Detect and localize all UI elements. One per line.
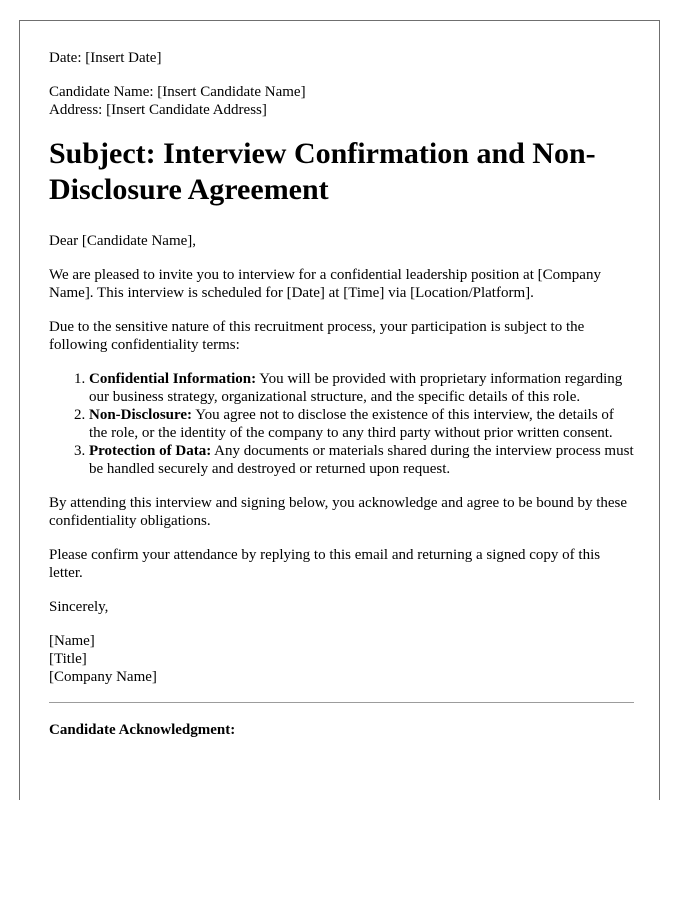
- acknowledge-paragraph: By attending this interview and signing below, you acknowledge and agree to be bound by these confidentiality obligations.: [49, 495, 628, 529]
- candidate-name-line: Candidate Name: [Insert Candidate Name]: [49, 84, 306, 100]
- term-title: Non-Disclosure:: [89, 407, 193, 423]
- term-item: [89, 370, 634, 406]
- signature-title: [Title]: [49, 651, 87, 667]
- term-text: You will be provided with proprietary information regarding our business strategy, organizational structure, and the specific details of this role.: [89, 371, 623, 405]
- candidate-address-line: Address: [Insert Candidate Address]: [49, 102, 267, 118]
- term-title: Confidential Information:: [89, 371, 257, 387]
- signature-company: [Company Name]: [49, 669, 157, 685]
- acknowledgment-heading: Candidate Acknowledgment:: [49, 722, 236, 738]
- signature-block: [49, 632, 634, 686]
- divider: [49, 702, 634, 703]
- term-text: You agree not to disclose the existence of this interview, the details of the role, or the identity of the company to any third party without prior written consent.: [89, 407, 614, 441]
- terms-list: [49, 370, 634, 478]
- subject-heading: Subject: Interview Confirmation and Non-Disclosure Agreement: [49, 137, 596, 206]
- terms-intro-paragraph: Due to the sensitive nature of this recruitment process, your participation is subject to the following confidentiality terms:: [49, 319, 585, 353]
- intro-paragraph: We are pleased to invite you to interview for a confidential leadership position at [Company Name]. This interview is scheduled for [Date] at [Time] via [Location/Platform].: [49, 267, 601, 301]
- letter-content: [49, 49, 634, 739]
- signature-name: [Name]: [49, 633, 95, 649]
- term-text: Any documents or materials shared during the interview process must be handled securely and destroyed or returned upon request.: [89, 443, 634, 477]
- candidate-info: [49, 83, 634, 119]
- greeting: Dear [Candidate Name],: [49, 233, 197, 249]
- term-item: [89, 442, 634, 478]
- term-item: [89, 406, 634, 442]
- date-line: Date: [Insert Date]: [49, 50, 162, 66]
- term-title: Protection of Data:: [89, 443, 212, 459]
- closing: Sincerely,: [49, 599, 109, 615]
- letter-page: [19, 20, 660, 800]
- confirm-paragraph: Please confirm your attendance by replying to this email and returning a signed copy of this letter.: [49, 547, 601, 581]
